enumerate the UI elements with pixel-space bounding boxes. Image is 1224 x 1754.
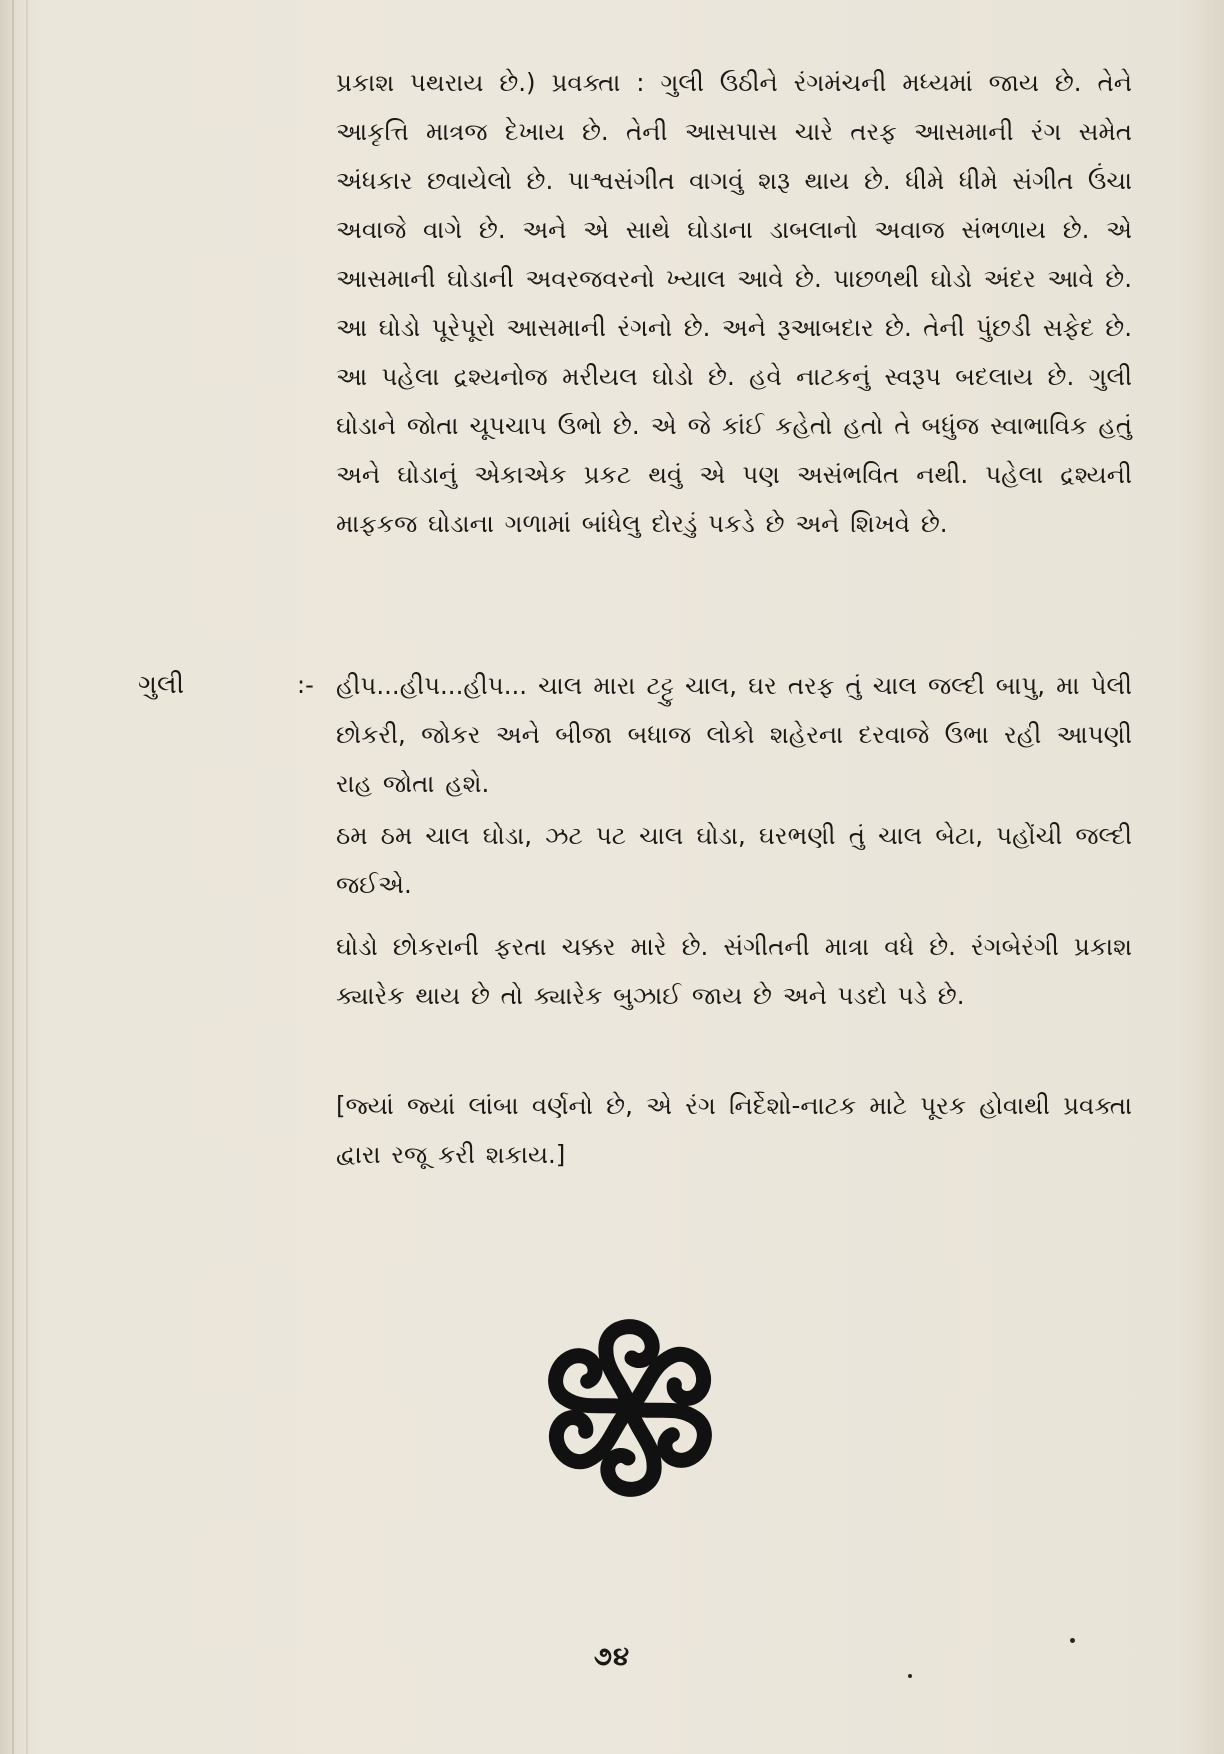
song-paragraph: ઠમ ઠમ ચાલ ઘોડા, ઝટ પટ ચાલ ઘોડા, ઘરભણી તું ચાલ બેટા, પહોંચી જલ્દી જઈએ. <box>336 821 1132 899</box>
page-number: ૭૪ <box>593 1642 631 1672</box>
binding-shadow <box>26 0 28 1754</box>
production-note: [જ્યાં જ્યાં લાંબા વર્ણનો છે, એ રંગ નિર્દેશો-નાટક માટે પૂરક હોવાથી પ્રવક્તા દ્વારા રજૂ કરી શકાય.] <box>336 1091 1132 1169</box>
paper-speck <box>908 1674 912 1678</box>
stage-direction-paragraph-2: ઘોડો છોકરાની ફરતા ચક્કર મારે છે. સંગીતની માત્રા વધે છે. રંગબેરંગી પ્રકાશ ક્યારેક થાય છે તો ક્યારેક બુઝાઈ જાય છે અને પડદો પડે છે. <box>336 932 1132 1010</box>
dialogue-paragraph: હીપ...હીપ...હીપ... ચાલ મારા ટટ્ટુ ચાલ, ઘર તરફ તું ચાલ જલ્દી બાપુ, મા પેલી છોકરી, જોકર અને બીજા બધાજ લોકો શહેરના દરવાજે ઉભા રહી આપણી રાહ જોતા હશે. <box>336 671 1132 798</box>
scroll-flourish-icon <box>530 1308 730 1508</box>
paper-speck <box>1070 1638 1075 1643</box>
stage-direction-paragraph: પ્રકાશ પથરાય છે.) પ્રવક્તા : ગુલી ઉઠીને રંગમંચની મધ્યમાં જાય છે. તેને આકૃત્તિ માત્રજ દેખાય છે. તેની આસપાસ ચારે તરફ આસમાની રંગ સમેત અંધકાર છવાયેલો છે. પાશ્વસંગીત વાગવું શરૂ થાય છે. ધીમે ધીમે સંગીત ઉંચા અવાજે વાગે છે. અને એ સાથે ઘોડાના ડાબલાનો અવાજ સંભળાય છે. એ આસમાની ઘોડાની અવરજવરનો ખ્યાલ આવે છે. પાછળથી ઘોડો અંદર આવે છે. આ ઘોડો પૂરેપૂરો આસમાની રંગનો છે. અને રૂઆબદાર છે. તેની પુંછડી સફેદ છે. આ પહેલા દ્રશ્યનોજ મરીયલ ઘોડો છે. હવે નાટકનું સ્વરૂપ બદલાય છે. ગુલી ઘોડાને જોતા ચૂપચાપ ઉભો છે. એ જે કાંઈ કહેતો હતો તે બધુંજ સ્વાભાવિક હતું અને ઘોડાનું એકાએક પ્રકટ થવું એ પણ અસંભવિત નથી. પહેલા દ્રશ્યની માફકજ ઘોડાના ગળામાં બાંધેલુ દોરડું પકડે છે અને શિખવે છે. <box>336 68 1132 538</box>
speaker-separator: :- <box>297 671 314 699</box>
binding-shadow <box>12 0 14 1754</box>
speaker-name: ગુલી <box>138 670 185 700</box>
